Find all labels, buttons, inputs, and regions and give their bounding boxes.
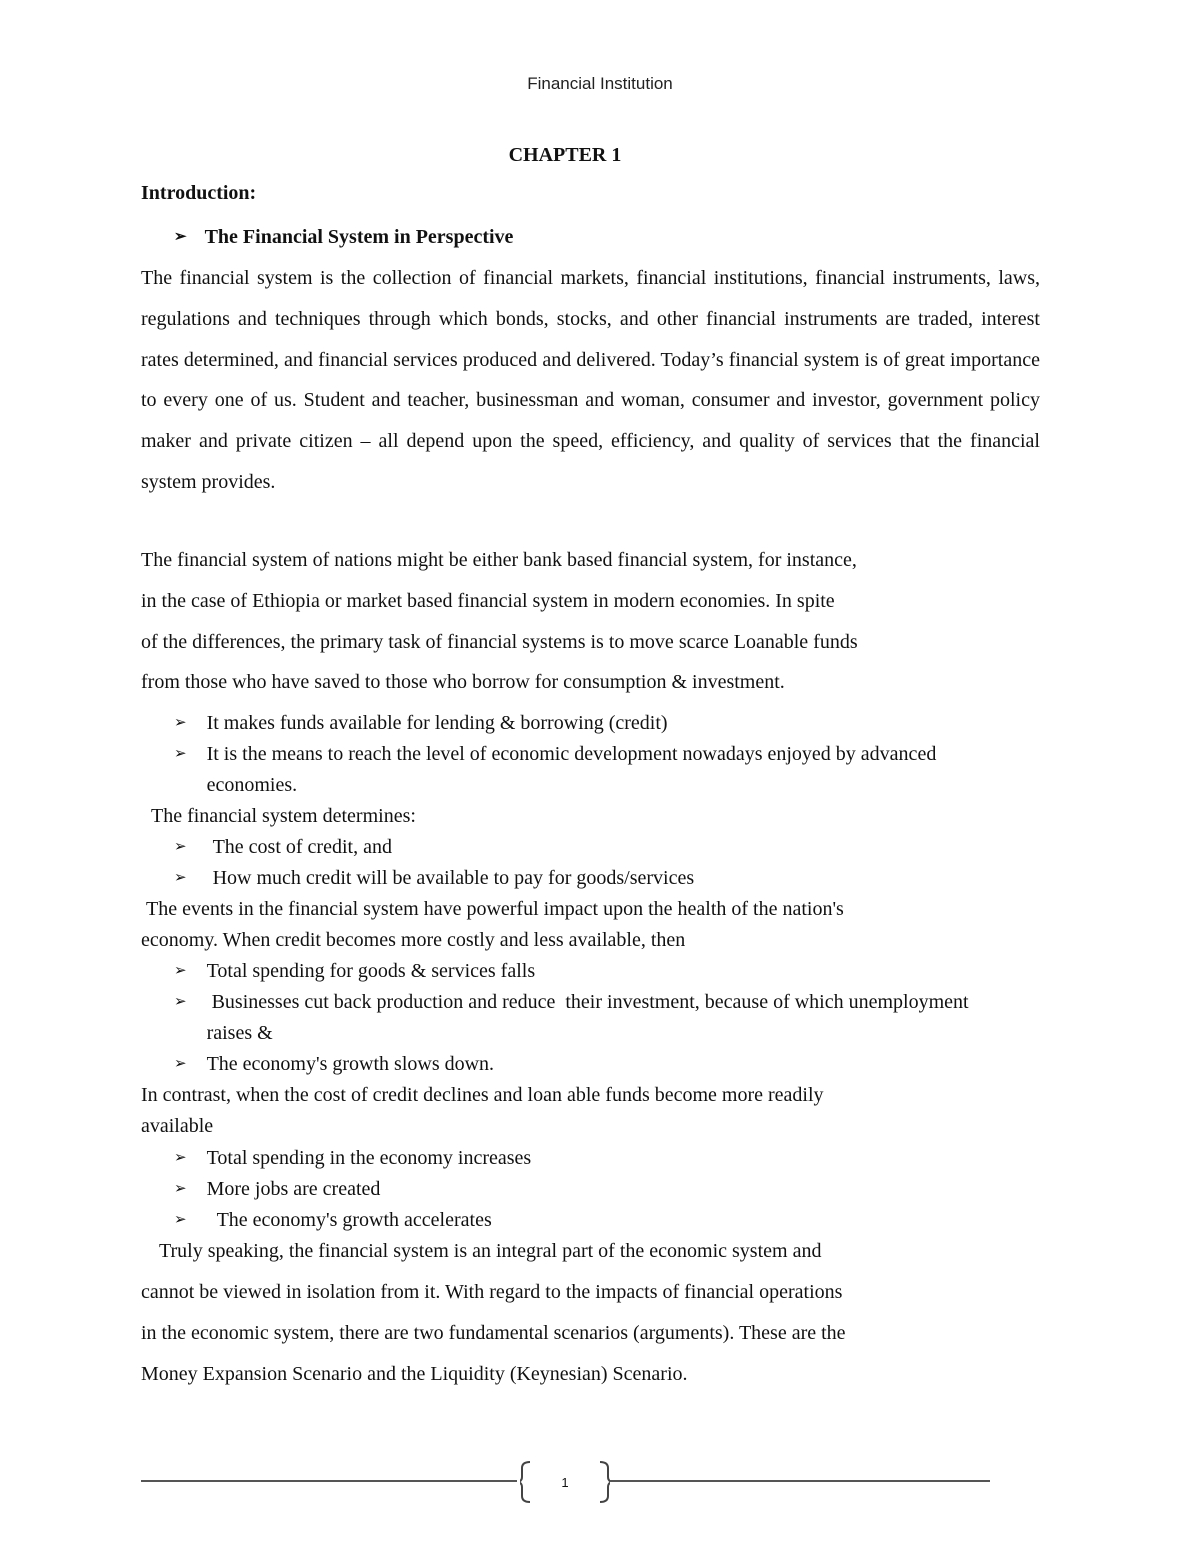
paragraph-line: The events in the financial system have powerful impact upon the health of the nation's	[146, 898, 844, 920]
list-item-text: Total spending in the economy increases	[206, 1147, 532, 1169]
arrow-bullet-icon: ➢	[174, 1056, 187, 1072]
arrow-bullet-icon: ➢	[174, 870, 187, 886]
section-heading	[174, 222, 513, 253]
list-item	[174, 739, 994, 801]
list-item-text: The economy's growth accelerates	[206, 1209, 492, 1231]
paragraph-line: The financial system of nations might be either bank based financial system, for instance,	[141, 549, 857, 571]
paragraph-line: In contrast, when the cost of credit declines and loan able funds become more readily	[141, 1084, 824, 1106]
arrow-bullet-icon: ➢	[174, 994, 187, 1010]
list-item-text: The cost of credit, and	[212, 836, 392, 858]
arrow-bullet-icon: ➢	[174, 715, 187, 731]
list-item	[174, 1205, 994, 1236]
paragraph-line: in the case of Ethiopia or market based financial system in modern economies. In spite	[141, 590, 835, 612]
running-header: Financial Institution	[527, 74, 673, 93]
paragraph-line: of the differences, the primary task of financial systems is to move scarce Loanable funds	[141, 631, 858, 653]
paragraph-line: Truly speaking, the financial system is an integral part of the economic system and	[159, 1240, 822, 1262]
list-item	[174, 956, 994, 987]
list-item	[174, 1049, 994, 1080]
paragraph-line: cannot be viewed in isolation from it. With regard to the impacts of financial operations	[141, 1281, 843, 1303]
paragraph-line: Money Expansion Scenario and the Liquidity (Keynesian) Scenario.	[141, 1363, 688, 1385]
list-item	[174, 1143, 994, 1174]
list-item	[174, 987, 994, 1049]
list-item-text: More jobs are created	[206, 1178, 381, 1200]
list-item-text: It is the means to reach the level of economic development nowadays enjoyed by advanced economies.	[206, 743, 937, 796]
list-item-text: How much credit will be available to pay for goods/services	[212, 867, 695, 889]
list-item-text: Businesses cut back production and reduce their investment, because of which unemployment raises &	[206, 991, 974, 1044]
paragraph-line: The financial system determines:	[151, 805, 416, 827]
chapter-title: CHAPTER 1	[508, 144, 622, 166]
arrow-bullet-icon: ➢	[174, 1150, 187, 1166]
paragraph-line: economy. When credit becomes more costly and less available, then	[141, 929, 686, 951]
paragraph-line: from those who have saved to those who borrow for consumption & investment.	[141, 671, 785, 693]
paragraph-line: in the economic system, there are two fundamental scenarios (arguments). These are the	[141, 1322, 846, 1344]
arrow-bullet-icon: ➢	[174, 1212, 187, 1228]
list-item	[174, 832, 994, 863]
list-item	[174, 708, 994, 739]
arrow-bullet-icon: ➢	[174, 229, 187, 245]
list-item	[174, 1174, 994, 1205]
arrow-bullet-icon: ➢	[174, 963, 187, 979]
arrow-bullet-icon: ➢	[174, 1181, 187, 1197]
paragraph-line: available	[141, 1115, 214, 1137]
section-heading-text: The Financial System in Perspective	[204, 226, 514, 248]
arrow-bullet-icon: ➢	[174, 839, 187, 855]
list-item-text: The economy's growth slows down.	[206, 1053, 495, 1075]
arrow-bullet-icon: ➢	[174, 746, 187, 762]
footer-rule-right	[610, 1480, 990, 1482]
paragraph-financial-system-definition: The financial system is the collection of financial markets, financial institutions, financial instruments, laws, regulations and techniques through which bonds, stocks, and other financial instruments are traded, interest rates determined, and financial services produced and delivered. Today’s financial system is of great importance to every one of us. Student and teacher, businessman and woman, consumer and investor, government policy maker and private citizen – all depend upon the speed, efficiency, and quality of services that the financial system provides.	[141, 267, 1040, 493]
introduction-heading: Introduction:	[141, 182, 257, 204]
list-item	[174, 863, 994, 894]
page-number: 1	[561, 1475, 569, 1490]
footer-rule-left	[141, 1480, 517, 1482]
list-item-text: Total spending for goods & services falls	[206, 960, 536, 982]
list-item-text: It makes funds available for lending & borrowing (credit)	[206, 712, 668, 734]
